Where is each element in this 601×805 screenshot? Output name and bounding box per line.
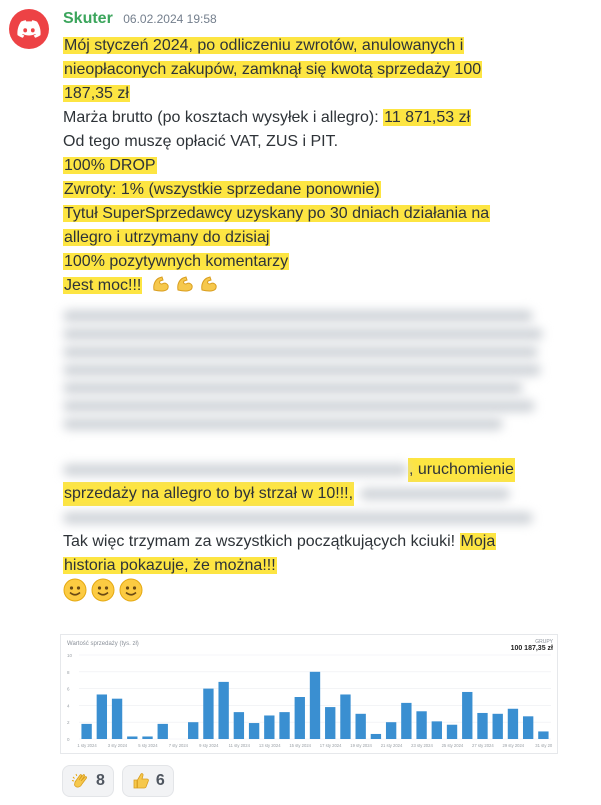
message-line-highlight: Moja [460, 533, 496, 550]
timestamp: 06.02.2024 19:58 [123, 12, 217, 26]
blurred-text-block [63, 506, 563, 530]
clapping-hands-icon [71, 771, 91, 791]
smiley-emoji-group [63, 578, 143, 606]
reaction-clapping-hands[interactable] [62, 765, 114, 797]
sales-bar-chart [61, 635, 557, 753]
chart-y-tick-label: 2 [67, 720, 70, 726]
flexed-biceps-icon [151, 274, 171, 294]
chart-bar [158, 724, 168, 739]
message-line: Jest moc!!! [64, 277, 142, 294]
message-line: nieopłaconych zakupów, zamknął się kwotą sprzedaży 100 [64, 61, 482, 78]
message-line: Mój styczeń 2024, po odliczeniu zwrotów, anulowanych i [64, 37, 464, 54]
chart-x-tick-label: 25 sty 2024 [441, 743, 464, 748]
chart-x-tick-label: 27 sty 2024 [472, 743, 494, 748]
chart-x-tick-label: 15 sty 2024 [289, 743, 311, 748]
chart-bar [356, 714, 366, 739]
chart-bar [295, 697, 305, 739]
chart-bar [249, 723, 259, 739]
chart-x-tick-label: 23 sty 2024 [411, 743, 433, 748]
chart-bar [97, 694, 107, 739]
chart-title: Wartość sprzedaży (tys. zł) [67, 641, 139, 647]
message-line: Marża brutto (po kosztach wysyłek i allegro): [63, 109, 384, 126]
reaction-thumbs-up[interactable] [122, 765, 174, 797]
chart-x-tick-label: 29 sty 2024 [502, 743, 525, 748]
chart-x-tick-label: 3 sty 2024 [107, 743, 128, 748]
message-line: Zwroty: 1% (wszystkie sprzedane ponownie) [64, 181, 380, 198]
chart-bar [447, 725, 457, 739]
chart-bar [493, 714, 503, 739]
chart-x-tick-label: 31 sty 20 [535, 743, 553, 748]
slightly-smiling-face-icon [63, 578, 87, 602]
chart-bar [310, 672, 320, 739]
blurred-text-block [63, 298, 563, 458]
blurred-text-segment [63, 464, 408, 476]
chart-x-tick-label: 19 sty 2024 [350, 743, 372, 748]
chart-x-tick-label: 17 sty 2024 [319, 743, 342, 748]
message-content [63, 34, 563, 610]
chart-bar [81, 724, 91, 739]
message-line: 100% pozytywnych komentarzy [64, 253, 289, 270]
chart-x-tick-label: 21 sty 2024 [380, 743, 403, 748]
chart-bar [127, 736, 137, 739]
chart-bar [142, 736, 152, 739]
message-line: Tytuł SuperSprzedawcy uzyskany po 30 dniach działania na [64, 205, 490, 222]
chart-bar [477, 713, 487, 739]
chart-bar [462, 692, 472, 739]
message-line: , uruchomienie [408, 458, 515, 482]
message-header [63, 10, 217, 28]
chart-y-tick-label: 10 [67, 653, 73, 658]
chart-total: 100 187,35 zł [510, 645, 553, 652]
avatar[interactable] [9, 9, 49, 49]
slightly-smiling-face-icon [119, 578, 143, 602]
reaction-count: 6 [155, 772, 165, 789]
chart-x-tick-label: 1 sty 2024 [77, 743, 97, 748]
chart-side-label: GRUPY [535, 639, 553, 645]
chart-bar [538, 731, 548, 739]
message-line: sprzedaży na allegro to był strzał w 10!!!, [63, 482, 354, 506]
chart-x-tick-label: 13 sty 2024 [258, 743, 281, 748]
message-line: historia pokazuje, że można!!! [64, 557, 276, 574]
flexed-biceps-emoji-group [151, 274, 219, 294]
message-line: Od tego muszę opłacić VAT, ZUS i PIT. [63, 133, 339, 150]
message-line: allegro i utrzymany do dzisiaj [64, 229, 270, 246]
flexed-biceps-icon [199, 274, 219, 294]
chart-x-tick-label: 11 sty 2024 [228, 743, 250, 748]
chart-bar [340, 694, 350, 739]
discord-logo-icon [17, 20, 41, 38]
chart-bar [203, 689, 213, 739]
chart-bar [432, 721, 442, 739]
message-line: 187,35 zł [64, 85, 129, 102]
sales-chart-attachment[interactable] [60, 634, 558, 754]
chart-x-tick-label: 7 sty 2024 [168, 743, 189, 748]
reaction-count: 8 [96, 772, 105, 789]
flexed-biceps-icon [175, 274, 195, 294]
chart-bar [508, 709, 518, 739]
chart-bar [371, 734, 381, 739]
chart-bar [264, 715, 274, 739]
chart-y-tick-label: 6 [67, 686, 70, 692]
message-line: Tak więc trzymam za wszystkich początkujących kciuki! [63, 533, 460, 550]
chart-bar [523, 716, 533, 739]
chart-y-tick-label: 0 [67, 737, 70, 742]
chart-bar [234, 712, 244, 739]
chart-x-tick-label: 9 sty 2024 [199, 743, 219, 748]
thumbs-up-icon [131, 771, 151, 791]
chart-x-tick-label: 5 sty 2024 [138, 743, 158, 748]
chart-y-tick-label: 4 [67, 703, 70, 709]
chart-bar [279, 712, 289, 739]
chart-y-tick-label: 8 [67, 669, 70, 675]
chart-bar [401, 703, 411, 739]
username[interactable]: Skuter [63, 10, 113, 27]
slightly-smiling-face-icon [91, 578, 115, 602]
reactions-bar [62, 765, 174, 797]
message-line: 100% DROP [64, 157, 156, 174]
blurred-text-segment [360, 488, 510, 500]
chart-bar [188, 722, 198, 739]
message-line-highlight: 11 871,53 zł [384, 109, 471, 126]
chart-bar [112, 699, 122, 739]
chart-bar [325, 707, 335, 739]
chart-bar [386, 722, 396, 739]
chart-bar [218, 682, 228, 739]
chart-bar [416, 711, 426, 739]
